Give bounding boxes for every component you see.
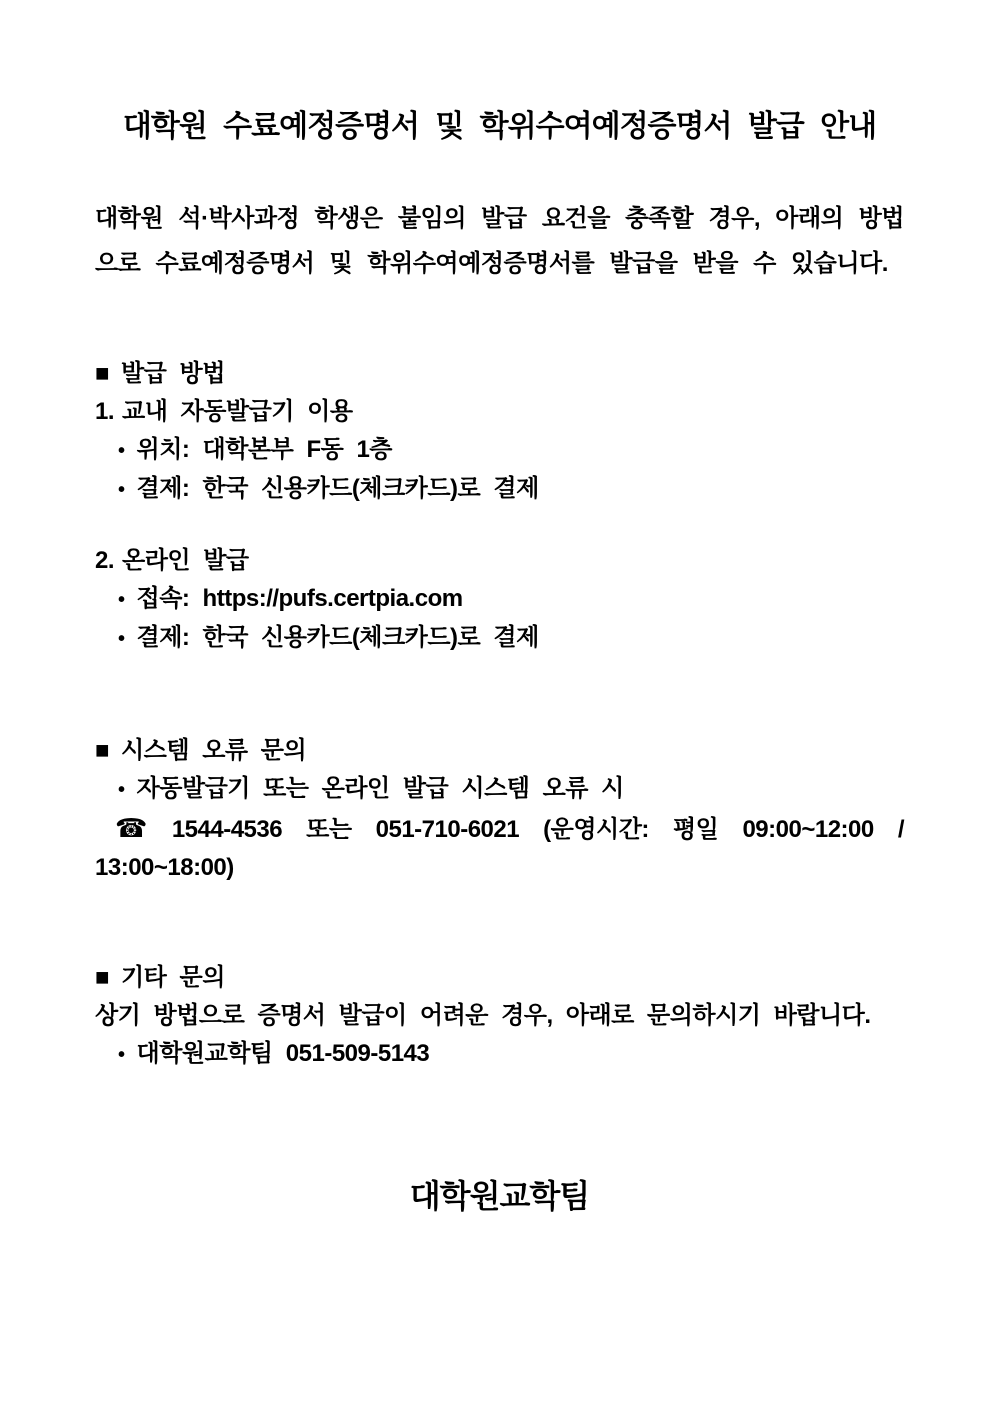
intro-paragraph: 대학원 석·박사과정 학생은 붙임의 발급 요건을 충족할 경우, 아래의 방법으로 수료예정증명서 및 학위수여예정증명서를 발급을 받을 수 있습니다. — [95, 205, 904, 277]
phone-info-text: 1544-4536 또는 051-710-6021 (운영시간: 평일 09:00~12:00 / 13:00~18:00) — [95, 816, 904, 881]
section-marker-icon: ■ — [95, 737, 109, 764]
method-1-label: 교내 자동발급기 이용 — [122, 398, 353, 425]
bullet-icon: • — [118, 479, 125, 501]
list-item — [95, 770, 904, 809]
footer-department: 대학원교학팀 — [409, 1178, 590, 1214]
section-issuance — [95, 355, 904, 658]
section-marker-icon: ■ — [95, 964, 109, 991]
method-2-title — [95, 542, 904, 580]
list-item — [95, 619, 904, 658]
phone-icon: ☎ — [115, 813, 158, 843]
list-item — [95, 580, 904, 619]
section-other-inquiry — [95, 959, 904, 1074]
list-item-text: 대학원교학팀 051-509-5143 — [136, 1040, 430, 1067]
method-1-title — [95, 393, 904, 431]
section-heading-label: 시스템 오류 문의 — [121, 737, 307, 764]
phone-info-line — [95, 809, 904, 887]
section-other-inquiry-heading — [95, 959, 904, 997]
bullet-icon: • — [118, 628, 125, 650]
bullet-icon: • — [118, 589, 125, 611]
list-item-text: 접속: https://pufs.certpia.com — [136, 585, 463, 612]
list-item-text: 결제: 한국 신용카드(체크카드)로 결제 — [136, 475, 539, 502]
list-item — [95, 1035, 904, 1074]
method-2-label: 온라인 발급 — [122, 547, 249, 574]
list-item — [95, 431, 904, 470]
section-system-error-heading — [95, 732, 904, 770]
bullet-icon: • — [118, 779, 125, 801]
document-title: 대학원 수료예정증명서 및 학위수여예정증명서 발급 안내 — [122, 110, 877, 143]
section-heading-label: 기타 문의 — [121, 964, 225, 991]
method-2-number: 2. — [95, 547, 115, 574]
section-system-error — [95, 732, 904, 887]
bullet-icon: • — [118, 440, 125, 462]
section-marker-icon: ■ — [95, 360, 109, 387]
list-item-text: 결제: 한국 신용카드(체크카드)로 결제 — [136, 624, 539, 651]
other-inquiry-body: 상기 방법으로 증명서 발급이 어려운 경우, 아래로 문의하시기 바랍니다. — [95, 1002, 871, 1029]
section-issuance-heading — [95, 355, 904, 393]
method-1-number: 1. — [95, 398, 115, 425]
list-item-text: 위치: 대학본부 F동 1층 — [136, 436, 392, 463]
list-item — [95, 470, 904, 509]
section-heading-label: 발급 방법 — [121, 360, 225, 387]
bullet-icon: • — [118, 1044, 125, 1066]
list-item-text: 자동발급기 또는 온라인 발급 시스템 오류 시 — [136, 775, 624, 802]
